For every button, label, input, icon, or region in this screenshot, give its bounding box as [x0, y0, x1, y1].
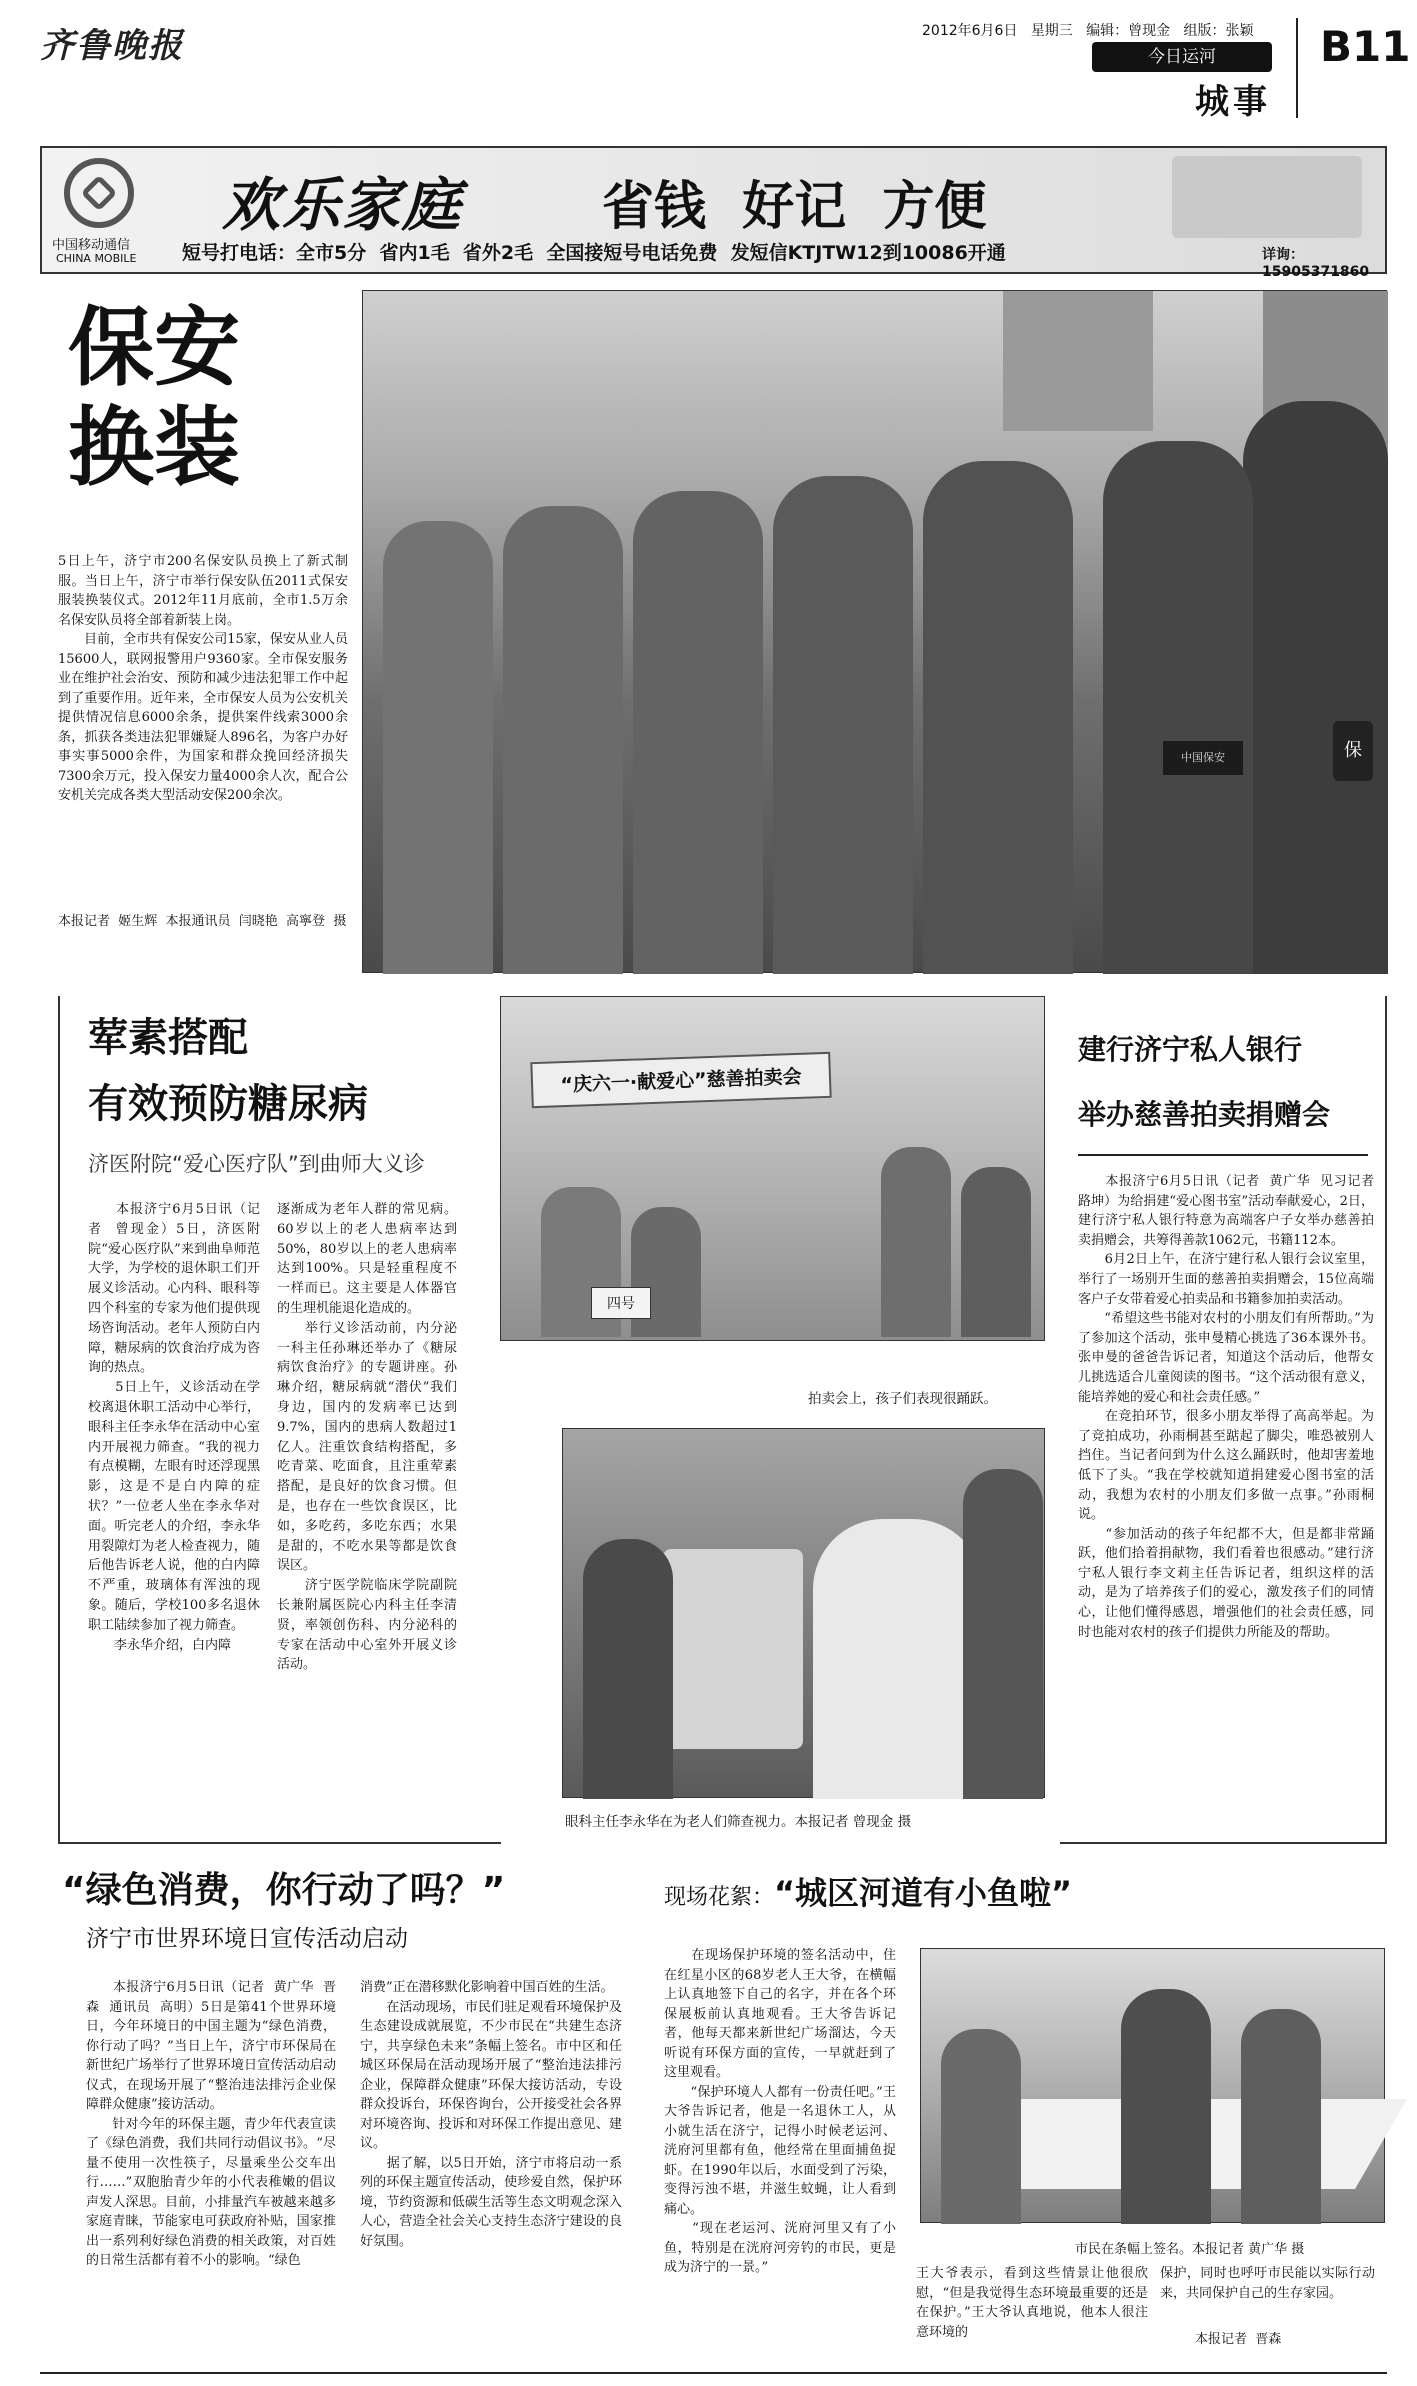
auction-banner — [530, 1052, 831, 1108]
citizen-figure — [941, 2029, 1021, 2224]
section-top-badge — [1092, 42, 1272, 72]
auction-photo-caption: 拍卖会上，孩子们表现很踊跃。 — [808, 1391, 997, 1407]
guard-figure — [503, 506, 623, 974]
fish-bottom-right: 保护，同时也呼吁市民能以实际行动来，共同保护自己的生存家园。 — [1160, 2266, 1375, 2301]
masthead-divider — [1296, 18, 1298, 118]
fish-title: “城区河道有小鱼啦” — [774, 1874, 1073, 1912]
security-headline-line2: 换装 — [68, 398, 240, 498]
ad-logo-en: CHINA MOBILE — [56, 252, 137, 265]
patient-figure — [583, 1539, 673, 1799]
green-col2: 消费”正在潜移默化影响着中国百姓的生活。 在活动现场，市民们驻足观看环境保护及生态建设成就展览，不少市民在“共建生态济宁，共享绿色未来”条幅上签名。市中区和任城区环保局在活动现场开展了“整治违法排污企业，保障群众健康”环保大接访活动，专设群众投诉台，环保咨询台，公开接受社会各界对环境咨询、投诉和对环保工作提出意见、建议。 据了解，以5日开始，济宁市将启动一系列的环保主题宣传活动，使珍爱自然，保护环境，节约资源和低碳生活等生态文明观念深入人心，营造全社会关心支持生态济宁建设的良好氛围。 — [360, 1980, 622, 2249]
security-headline — [68, 298, 240, 498]
citizen-figure — [1121, 1989, 1211, 2224]
auction-banner-text: “庆六一·献爱心”慈善拍卖会 — [560, 1065, 802, 1097]
eye-exam-photo — [562, 1428, 1045, 1798]
diabetes-headline-2: 有效预防糖尿病 — [88, 1081, 368, 1127]
green-headline: “绿色消费，你行动了吗？” — [62, 1870, 506, 1911]
guard-figure — [773, 476, 913, 974]
diabetes-col1: 本报济宁6月5日讯（记者 曾现金）5日，济医附院“爱心医疗队”来到曲阜师范大学，为学校的退休职工们开展义诊活动。心内科、眼科等四个科室的专家为他们提供现场咨询活动。老年人预防白内障，糖尿病的饮食治疗成为咨询的热点。 5日上午，义诊活动在学校离退休职工活动中心举行，眼科主任李永华在活动中心室内开展视力筛查。“我的视力有点模糊，左眼有时还浮现黑影，这是不是白内障的症状？”一位老人坐在李永华对面。听完老人的介绍，李永华用裂隙灯为老人检查视力，随后他告诉老人说，他的白内障不严重，玻璃体有浑浊的现象。随后，学校100多名退休职工陆续参加了视力筛查。 李永华介绍，白内障 — [88, 1202, 260, 1653]
citizen-figure — [1241, 2009, 1321, 2224]
bank-headline-rule — [1078, 1154, 1368, 1156]
layout-credit: 组版：张颖 — [1183, 23, 1254, 39]
guard-badge-label: 保 — [1344, 740, 1362, 761]
bid-card-label: 四号 — [607, 1296, 635, 1312]
family-illustration — [1172, 156, 1362, 238]
issue-date: 2012年6月6日 — [922, 23, 1018, 39]
ad-logo-cn: 中国移动通信 — [52, 238, 131, 253]
ad-info: 短号打电话：全市5分 省内1毛 省外2毛 全国接短号电话免费 发短信KTJTW12到10086开通 — [182, 242, 1006, 264]
security-headline-line1: 保安 — [68, 298, 240, 398]
guard-figure — [633, 491, 763, 974]
page-number: B11 — [1320, 22, 1411, 71]
diabetes-col2: 逐渐成为老年人群的常见病。60岁以上的老人患病率达到50%，80岁以上的老人患病率达到100%。只是轻重程度不一样而已。这主要是人体器官的生理机能退化造成的。 举行义诊活动前，内分泌一科主任孙琳还举办了《糖尿病饮食治疗》的专题讲座。孙琳介绍，糖尿病就“潜伏”我们身边，国内的发病率已达到9.7%，国内的患病人数超过1亿人。注重饮食结构搭配，多吃青菜、吃面食，且注重荤素搭配，是良好的饮食习惯。但是，也存在一些饮食误区，比如，多吃药，多吃东西；水果是甜的，不吃水果等都是饮食误区。 济宁医学院临床学院副院长兼附属医院心内科主任李清贤，率领创伤科、内分泌科的专家在活动中心室外开展义诊活动。 — [277, 1202, 457, 1673]
ad-headline: 欢乐家庭 — [222, 171, 463, 239]
bank-headline-1: 建行济宁私人银行 — [1078, 1033, 1303, 1066]
ad-slogan: 省钱 好记 方便 — [602, 177, 987, 237]
fish-signoff: 本报记者 晋森 — [1195, 2332, 1282, 2347]
page-bottom-rule — [40, 2372, 1387, 2374]
guard-figure — [1103, 441, 1253, 974]
editor-credit: 编辑：曾现金 — [1086, 23, 1171, 39]
china-mobile-logo-icon — [64, 158, 134, 228]
bystander-figure — [963, 1469, 1043, 1799]
bank-headline-2: 举办慈善拍卖捐赠会 — [1078, 1098, 1331, 1131]
building-silhouette — [1003, 291, 1153, 431]
slit-lamp — [663, 1549, 803, 1749]
green-col1: 本报济宁6月5日讯（记者 黄广华 晋森 通讯员 高明）5日是第41个世界环境日，今年环境日的中国主题为“绿色消费，你行动了吗？”当日上午，济宁市环保局在新世纪广场举行了世界环境日宣传活动启动仪式，在现场开展了“整治违法排污企业保障群众健康”接访活动。 针对今年的环保主题，青少年代表宣读了《绿色消费，我们共同行动倡议书》。“尽量不使用一次性筷子，尽量乘坐公交车出行……”双胞胎青少年的小代表稚嫩的倡议声发人深思。目前，小排量汽车被越来越多家庭青睐，节能家电可获政府补贴，国家推出一系列利好绿色消费的相关政策，对百姓的日常生活都有着不小的影响。“绿色 — [86, 1980, 336, 2268]
section-name: 城事 — [1195, 82, 1271, 122]
guard-figure — [923, 461, 1073, 974]
doctor-figure — [813, 1519, 983, 1799]
bid-card — [591, 1287, 651, 1319]
auction-photo — [500, 996, 1045, 1341]
fish-col1: 在现场保护环境的签名活动中，住在红星小区的68岁老人王大爷，在横幅上认真地签下自己的名字，并在各个环保展板前认真地观看。王大爷告诉记者，他每天都来新世纪广场溜达，今天听说有环保方面的宣传，一早就赶到了这里观看。 “保护环境人人都有一份责任吧。”王大爷告诉记者，他是一名退休工人，从小就生活在济宁，记得小时候老运河、洸府河里都有鱼，他经常在里面捕鱼捉虾。在1990年以后，水面受到了污染，变得污浊不堪，并滋生蚊蝇，让人看到痛心。 “现在老运河、洸府河里又有了小鱼，特别是在洸府河旁钓的市民，更是成为济宁的一景。” — [664, 1948, 896, 2275]
security-body: 5日上午，济宁市200名保安队员换上了新式制服。当日上午，济宁市举行保安队伍2011式保安服装换装仪式。2012年11月底前，全市1.5万余名保安队员将全部着新装上岗。 目前，全市共有保安公司15家，保安从业人员15600人，联网报警用户9360家。全市保安服务业在维护社会治安、预防和减少违法犯罪工作中起到了重要作用。近年来，全市保安人员为公安机关提供情况信息6000余条，提供案件线索3000余条，抓获各类违法犯罪嫌疑人896名，为客户办好事实事5000余件，为国家和群众挽回经济损失7300余万元，投入保安力量4000余人次，配合公安机关完成各类大型活动安保200余次。 — [58, 554, 348, 803]
fish-bottom-left: 王大爷表示，看到这些情景让他很欣慰，“但是我觉得生态环境最重要的还是在保护。”王大爷认真地说，他本人很注意环境的 — [916, 2266, 1148, 2340]
child-figure — [881, 1147, 951, 1337]
diabetes-headline-1: 荤素搭配 — [88, 1015, 248, 1061]
issue-info — [922, 20, 1254, 40]
guard-chest-badge — [1163, 741, 1243, 775]
guard-figure — [383, 521, 493, 974]
ad-consult: 详询：15905371860 — [1262, 247, 1370, 280]
green-subhead: 济宁市世界环境日宣传活动启动 — [86, 1926, 408, 1952]
guard-shoulder-badge-icon — [1333, 721, 1373, 781]
eye-exam-caption: 眼科主任李永华在为老人们筛查视力。本报记者 曾现金 摄 — [565, 1814, 912, 1830]
paper-name: 齐鲁晚报 — [40, 26, 184, 66]
fish-prefix: 现场花絮： — [664, 1885, 775, 1910]
signing-photo — [920, 1948, 1385, 2223]
guard-figure — [1243, 401, 1388, 974]
security-guards-photo — [362, 290, 1387, 973]
bank-body: 本报济宁6月5日讯（记者 黄广华 见习记者 路坤）为给捐建“爱心图书室”活动奉献爱心，2日，建行济宁私人银行特意为高端客户子女举办慈善拍卖捐赠会，共筹得善款1062元，书籍112本。 6月2日上午，在济宁建行私人银行会议室里，举行了一场别开生面的慈善拍卖捐赠会，15位高端客户子女带着爱心拍卖品和书籍参加拍卖活动。 “希望这些书能对农村的小朋友们有所帮助。”为了参加这个活动，张申曼精心挑选了36本课外书。张申曼的爸爸告诉记者，知道这个活动后，他帮女儿挑选适合儿童阅读的图书。“这个活动很有意义，能培养她的爱心和社会责任感。” 在竞拍环节，很多小朋友举得了高高举起。为了竞拍成功，孙雨桐甚至踮起了脚尖，唯恐被别人挡住。当记者问到为什么这么踊跃时，他却害羞地低下了头。“我在学校就知道捐建爱心图书室的活动，我想为农村的小朋友们多做一点事。”孙雨桐说。 “参加活动的孩子年纪都不大，但是都非常踊跃，他们拾着捐献物，我们看着也很感动。”建行济宁私人银行李文莉主任告诉记者，组织这样的活动，是为了培养孩子们的爱心，激发孩子们的同情心，让他们懂得感恩，增强他们的社会责任感，同时也能对农村的孩子们提供力所能及的帮助。 — [1078, 1174, 1374, 1640]
section-top-label: 今日运河 — [1148, 47, 1216, 67]
signing-photo-caption: 市民在条幅上签名。本报记者 黄广华 摄 — [1075, 2242, 1305, 2257]
ad-banner — [40, 146, 1387, 280]
issue-weekday: 星期三 — [1030, 23, 1073, 39]
security-byline: 本报记者 姬生辉 本报通讯员 闫晓艳 高寧登 摄 — [58, 914, 347, 929]
fish-headline — [664, 1868, 1072, 1914]
diabetes-subhead: 济医附院“爱心医疗队”到曲师大义诊 — [88, 1152, 425, 1176]
child-figure — [961, 1167, 1031, 1337]
guard-chest-badge-label: 中国保安 — [1181, 751, 1225, 764]
